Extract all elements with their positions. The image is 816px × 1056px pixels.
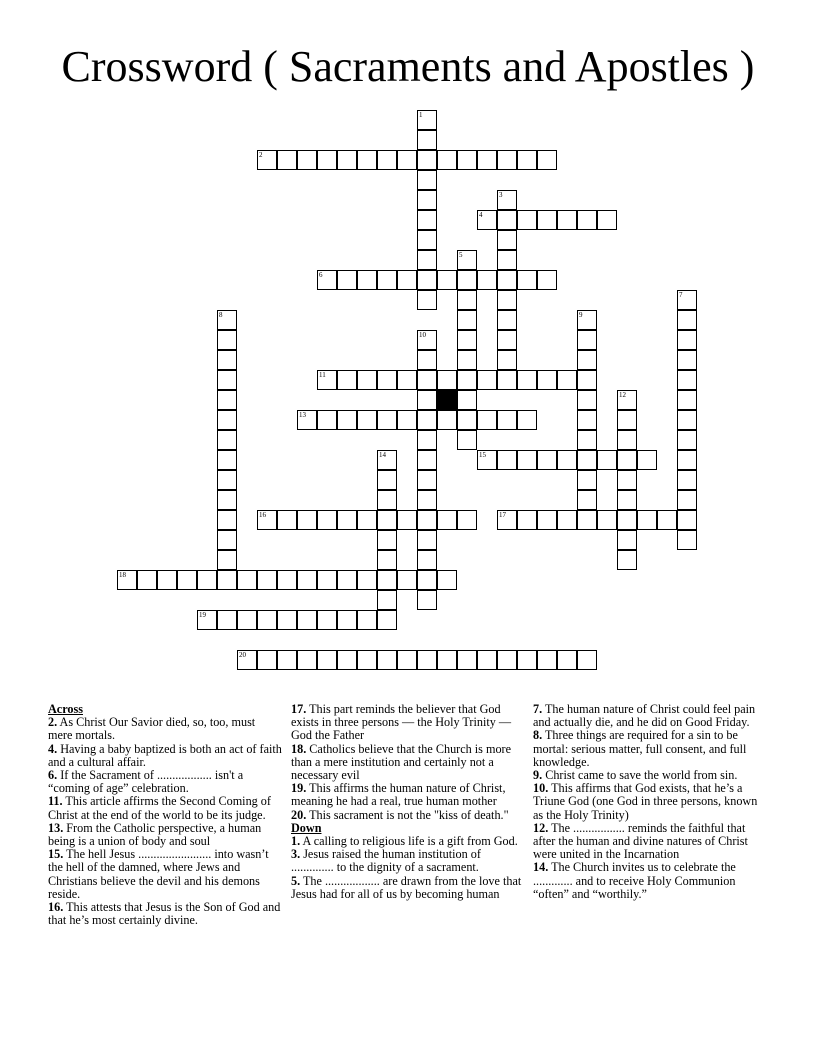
clue: [48, 743, 282, 769]
grid-cell[interactable]: [197, 570, 217, 590]
clue-text: The .................. are drawn from the love that Jesus had for all of us by becoming human: [291, 873, 522, 901]
grid-cell[interactable]: [517, 150, 537, 170]
grid-cell[interactable]: [257, 570, 277, 590]
clue-text: This part reminds the believer that God exists in three persons — the Holy Trinity — God the Father: [291, 702, 512, 743]
clue-number: 1.: [291, 834, 301, 849]
grid-cell[interactable]: [497, 410, 517, 430]
page-title: Crossword ( Sacraments and Apostles ): [61, 42, 755, 91]
grid-cell[interactable]: [237, 570, 257, 590]
clue: [533, 822, 767, 862]
grid-cell[interactable]: [597, 510, 617, 530]
grid-cell[interactable]: [617, 430, 637, 450]
grid-cell[interactable]: [417, 350, 437, 370]
clue-text: Christ came to save the world from sin.: [545, 768, 738, 783]
clue-text: If the Sacrament of .................. isn't a “coming of age” celebration.: [48, 768, 244, 796]
grid-cell[interactable]: [537, 370, 557, 390]
grid-cell[interactable]: [677, 510, 697, 530]
grid-cell[interactable]: [277, 650, 297, 670]
clue: [291, 875, 525, 901]
clue-number-label: 1: [419, 111, 423, 119]
grid-cell[interactable]: [437, 650, 457, 670]
clues-column-2: [291, 703, 525, 901]
clue-text: This affirms the human nature of Christ, meaning he had a real, true human mother: [291, 781, 506, 809]
grid-cell[interactable]: [497, 330, 517, 350]
grid-cell[interactable]: [537, 450, 557, 470]
grid-cell[interactable]: [617, 490, 637, 510]
grid-cell[interactable]: [497, 230, 517, 250]
clue-number-label: 14: [379, 451, 386, 459]
grid-cell[interactable]: [417, 250, 437, 270]
grid-cell[interactable]: [457, 650, 477, 670]
grid-cell[interactable]: [437, 270, 457, 290]
grid-cell[interactable]: [497, 210, 517, 230]
grid-cell[interactable]: [417, 650, 437, 670]
grid-cell[interactable]: [357, 370, 377, 390]
clue-number: 18.: [291, 741, 307, 756]
grid-cell[interactable]: [577, 390, 597, 410]
grid-cell[interactable]: [277, 610, 297, 630]
grid-cell[interactable]: [557, 210, 577, 230]
grid-cell[interactable]: [557, 650, 577, 670]
grid-cell[interactable]: [637, 450, 657, 470]
grid-cell[interactable]: [577, 410, 597, 430]
grid-cell[interactable]: [677, 430, 697, 450]
grid-cell[interactable]: [457, 310, 477, 330]
grid-cell[interactable]: [677, 350, 697, 370]
grid-cell[interactable]: [677, 310, 697, 330]
clue-number-label: 16: [259, 511, 266, 519]
grid-cell[interactable]: [577, 510, 597, 530]
grid-cell[interactable]: [377, 150, 397, 170]
grid-cell[interactable]: [397, 650, 417, 670]
grid-cell[interactable]: [397, 370, 417, 390]
grid-cell[interactable]: [377, 610, 397, 630]
grid-cell[interactable]: [417, 190, 437, 210]
clue-number: 7.: [533, 702, 543, 716]
clue-number: 15.: [48, 847, 64, 862]
clue-number-label: 2: [259, 151, 263, 159]
grid-cell[interactable]: [617, 530, 637, 550]
grid-cell[interactable]: [377, 590, 397, 610]
grid-cell[interactable]: [397, 510, 417, 530]
grid-cell[interactable]: [417, 450, 437, 470]
grid-cell[interactable]: [457, 510, 477, 530]
clue-number: 12.: [533, 820, 549, 835]
grid-cell[interactable]: [377, 370, 397, 390]
grid-cell[interactable]: [377, 550, 397, 570]
grid-cell[interactable]: [237, 610, 257, 630]
grid-cell[interactable]: [557, 450, 577, 470]
grid-cell[interactable]: [577, 330, 597, 350]
grid-cell[interactable]: [377, 650, 397, 670]
grid-cell[interactable]: [417, 390, 437, 410]
clue: [291, 703, 525, 743]
grid-cell[interactable]: [217, 610, 237, 630]
clue-text: This attests that Jesus is the Son of God and that he’s most certainly divine.: [48, 900, 281, 928]
grid-cell[interactable]: [477, 370, 497, 390]
clue-number-label: 20: [239, 651, 246, 659]
grid-cell[interactable]: [417, 210, 437, 230]
grid-cell[interactable]: [417, 410, 437, 430]
grid-cell[interactable]: [357, 410, 377, 430]
grid-cell[interactable]: [437, 370, 457, 390]
grid-cell[interactable]: [637, 510, 657, 530]
grid-cell[interactable]: [437, 410, 457, 430]
grid-cell[interactable]: [497, 350, 517, 370]
grid-cell[interactable]: [317, 410, 337, 430]
grid-cell[interactable]: [517, 270, 537, 290]
grid-cell[interactable]: [357, 150, 377, 170]
clue: [533, 782, 767, 822]
grid-cell[interactable]: [377, 510, 397, 530]
grid-cell[interactable]: [477, 410, 497, 430]
clue-number-label: 10: [419, 331, 426, 339]
clue-number-label: 3: [499, 191, 503, 199]
grid-cell[interactable]: [457, 150, 477, 170]
grid-cell[interactable]: [597, 210, 617, 230]
grid-cell[interactable]: [477, 650, 497, 670]
clue-number-label: 4: [479, 211, 483, 219]
grid-cell[interactable]: [577, 470, 597, 490]
grid-cell[interactable]: [437, 150, 457, 170]
clue-number-label: 15: [479, 451, 486, 459]
grid-cell[interactable]: [677, 530, 697, 550]
clue: [291, 782, 525, 808]
grid-cell[interactable]: [577, 350, 597, 370]
grid-cell[interactable]: [457, 330, 477, 350]
grid-cell[interactable]: [417, 150, 437, 170]
grid-cell[interactable]: [417, 510, 437, 530]
grid-cell[interactable]: [557, 370, 577, 390]
clue: [48, 822, 282, 848]
grid-cell[interactable]: [397, 410, 417, 430]
grid-cell[interactable]: [677, 330, 697, 350]
grid-cell[interactable]: [477, 150, 497, 170]
grid-cell[interactable]: [337, 270, 357, 290]
clue-number: 4.: [48, 741, 58, 756]
clue-text: Three things are required for a sin to be mortal: serious matter, full consent, and full knowledge.: [533, 728, 747, 769]
grid-cell[interactable]: [377, 570, 397, 590]
grid-cell[interactable]: [677, 490, 697, 510]
grid-cell[interactable]: [677, 450, 697, 470]
grid-cell[interactable]: [337, 570, 357, 590]
clue-number: 3.: [291, 847, 301, 862]
grid-cell[interactable]: [417, 530, 437, 550]
grid-cell[interactable]: [517, 450, 537, 470]
grid-cell[interactable]: [677, 410, 697, 430]
grid-cell[interactable]: [377, 270, 397, 290]
grid-cell[interactable]: [217, 450, 237, 470]
grid-cell[interactable]: [217, 330, 237, 350]
grid-cell[interactable]: [477, 270, 497, 290]
grid-cell[interactable]: [417, 570, 437, 590]
clue-number-label: 6: [319, 271, 323, 279]
grid-cell[interactable]: [417, 490, 437, 510]
grid-cell[interactable]: [537, 210, 557, 230]
grid-cell[interactable]: [417, 550, 437, 570]
grid-cell[interactable]: [417, 130, 437, 150]
across-heading: Across: [48, 702, 83, 716]
grid-cell[interactable]: [437, 510, 457, 530]
clue-number: 8.: [533, 728, 543, 743]
grid-cell[interactable]: [217, 510, 237, 530]
down-heading: Down: [291, 820, 322, 835]
grid-cell[interactable]: [337, 510, 357, 530]
grid-cell[interactable]: [577, 430, 597, 450]
grid-cell[interactable]: [337, 150, 357, 170]
grid-cell[interactable]: [617, 550, 637, 570]
grid-cell[interactable]: [217, 410, 237, 430]
clue-number: 2.: [48, 715, 58, 730]
grid-cell[interactable]: [497, 370, 517, 390]
grid-cell[interactable]: [657, 510, 677, 530]
clue-text: Catholics believe that the Church is more than a mere institution and certainly not a necessary evil: [291, 741, 511, 783]
clue-number-label: 11: [319, 371, 326, 379]
grid-cell[interactable]: [217, 470, 237, 490]
clue-number-label: 8: [219, 311, 223, 319]
grid-cell[interactable]: [317, 150, 337, 170]
grid-cell[interactable]: [317, 510, 337, 530]
grid-cell[interactable]: [537, 510, 557, 530]
clue: [48, 769, 282, 795]
grid-cell[interactable]: [417, 270, 437, 290]
grid-cell[interactable]: [577, 210, 597, 230]
grid-cell[interactable]: [297, 510, 317, 530]
grid-cell[interactable]: [497, 290, 517, 310]
grid-cell[interactable]: [337, 610, 357, 630]
grid-cell[interactable]: [377, 470, 397, 490]
grid-cell[interactable]: [397, 570, 417, 590]
grid-cell[interactable]: [417, 370, 437, 390]
clue-number: 14.: [533, 860, 549, 875]
grid-cell[interactable]: [517, 210, 537, 230]
grid-cell[interactable]: [257, 650, 277, 670]
grid-cell[interactable]: [417, 170, 437, 190]
grid-cell[interactable]: [317, 650, 337, 670]
grid-cell[interactable]: [417, 230, 437, 250]
grid-cell[interactable]: [617, 470, 637, 490]
grid-cell[interactable]: [417, 590, 437, 610]
grid-cell[interactable]: [397, 270, 417, 290]
clue-number-label: 17: [499, 511, 506, 519]
grid-cell[interactable]: [517, 370, 537, 390]
grid-cell[interactable]: [217, 430, 237, 450]
grid-cell[interactable]: [317, 570, 337, 590]
grid-cell[interactable]: [537, 270, 557, 290]
clue-text: From the Catholic perspective, a human being is a union of body and soul: [48, 820, 262, 849]
grid-cell[interactable]: [217, 550, 237, 570]
grid-cell[interactable]: [577, 450, 597, 470]
clue: [48, 795, 282, 821]
grid-cell[interactable]: [457, 350, 477, 370]
grid-cell[interactable]: [297, 150, 317, 170]
clues-column-3: [533, 703, 767, 901]
clue-number: 9.: [533, 768, 543, 783]
grid-cell[interactable]: [537, 650, 557, 670]
grid-cell[interactable]: [577, 650, 597, 670]
grid-cell[interactable]: [377, 530, 397, 550]
grid-cell[interactable]: [677, 370, 697, 390]
clue-number-label: 19: [199, 611, 206, 619]
grid-cell[interactable]: [457, 390, 477, 410]
clue-number-label: 13: [299, 411, 306, 419]
grid-cell[interactable]: [537, 150, 557, 170]
clue: [291, 848, 525, 874]
grid-cell[interactable]: [217, 390, 237, 410]
grid-cell[interactable]: [357, 510, 377, 530]
grid-cell[interactable]: [677, 470, 697, 490]
clue: [48, 901, 282, 927]
clue: [533, 729, 767, 769]
grid-cell[interactable]: [297, 650, 317, 670]
grid-cell[interactable]: [217, 570, 237, 590]
clue-number: 16.: [48, 900, 64, 915]
grid-cell[interactable]: [277, 510, 297, 530]
grid-cell[interactable]: [277, 150, 297, 170]
clue-number: 5.: [291, 873, 301, 888]
clue-number-label: 12: [619, 391, 626, 399]
clue-text: As Christ Our Savior died, so, too, must mere mortals.: [48, 715, 256, 743]
grid-cell[interactable]: [297, 570, 317, 590]
grid-cell[interactable]: [137, 570, 157, 590]
grid-cell[interactable]: [457, 430, 477, 450]
grid-cell[interactable]: [397, 150, 417, 170]
grid-cell[interactable]: [677, 390, 697, 410]
clue: [533, 861, 767, 901]
clue: [48, 716, 282, 742]
clue: [533, 703, 767, 729]
grid-cell[interactable]: [417, 290, 437, 310]
clue-text: This affirms that God exists, that he’s a Triune God (one God in three persons, known as the Holy Trinity): [533, 781, 758, 822]
grid-cell[interactable]: [577, 490, 597, 510]
clue-text: Having a baby baptized is both an act of faith and a cultural affair.: [48, 741, 282, 769]
grid-cell[interactable]: [277, 570, 297, 590]
grid-cell[interactable]: [357, 650, 377, 670]
grid-cell[interactable]: [337, 650, 357, 670]
grid-cell[interactable]: [357, 610, 377, 630]
clue-number: 17.: [291, 702, 307, 716]
clue-text: This article affirms the Second Coming of Christ at the end of the world to be its judge.: [48, 794, 271, 822]
clue-text: The ................. reminds the faithful that after the human and divine natures of Christ were united in the Incarnation: [533, 820, 748, 862]
grid-cell[interactable]: [357, 570, 377, 590]
grid-cell[interactable]: [377, 490, 397, 510]
grid-cell[interactable]: [497, 450, 517, 470]
grid-cell[interactable]: [617, 410, 637, 430]
grid-cell[interactable]: [337, 370, 357, 390]
grid-cell[interactable]: [297, 610, 317, 630]
grid-cell[interactable]: [597, 450, 617, 470]
clue-number: 10.: [533, 781, 549, 796]
grid-cell[interactable]: [217, 350, 237, 370]
clue-text: This sacrament is not the "kiss of death.": [309, 807, 509, 822]
clue-number: 6.: [48, 768, 58, 783]
grid-cell[interactable]: [497, 310, 517, 330]
clue: [291, 743, 525, 783]
clue: [291, 809, 525, 822]
grid-cell[interactable]: [517, 650, 537, 670]
grid-cell[interactable]: [217, 490, 237, 510]
grid-cell[interactable]: [217, 530, 237, 550]
clue-text: The human nature of Christ could feel pain and actually die, and he did on Good Friday.: [533, 702, 756, 730]
clue-number-label: 5: [459, 251, 463, 259]
grid-cell[interactable]: [577, 370, 597, 390]
grid-cell[interactable]: [517, 410, 537, 430]
grid-cell[interactable]: [457, 370, 477, 390]
grid-cell[interactable]: [457, 270, 477, 290]
grid-cell[interactable]: [457, 290, 477, 310]
clue-number-label: 9: [579, 311, 583, 319]
clue-number-label: 18: [119, 571, 126, 579]
grid-cell[interactable]: [517, 510, 537, 530]
grid-cell[interactable]: [497, 150, 517, 170]
clue-text: The hell Jesus ........................ into wasn’t the hell of the damned, where Jews and Christians believe the devil and his demons reside.: [48, 847, 269, 901]
clue-number-label: 7: [679, 291, 683, 299]
grid-cell[interactable]: [417, 470, 437, 490]
clues-column-1: [48, 703, 282, 927]
clue-text: The Church invites us to celebrate the ............. and to receive Holy Communion “often” and “worthily.”: [533, 860, 736, 901]
grid-cell[interactable]: [457, 410, 477, 430]
clue-number: 13.: [48, 820, 64, 835]
grid-block-cell: [437, 390, 457, 410]
clue-number: 19.: [291, 781, 307, 796]
grid-cell[interactable]: [157, 570, 177, 590]
clue-text: Jesus raised the human institution of .............. to the dignity of a sacrament.: [291, 847, 481, 875]
grid-cell[interactable]: [337, 410, 357, 430]
clue-text: A calling to religious life is a gift from God.: [302, 834, 518, 849]
grid-cell[interactable]: [357, 270, 377, 290]
grid-cell[interactable]: [257, 610, 277, 630]
grid-cell[interactable]: [437, 570, 457, 590]
grid-cell[interactable]: [377, 410, 397, 430]
clue-number: 20.: [291, 807, 307, 822]
clue: [48, 848, 282, 901]
clue-number: 11.: [48, 794, 63, 809]
grid-cell[interactable]: [617, 510, 637, 530]
grid-cell[interactable]: [217, 370, 237, 390]
grid-cell[interactable]: [317, 610, 337, 630]
grid-cell[interactable]: [497, 650, 517, 670]
grid-cell[interactable]: [417, 430, 437, 450]
grid-cell[interactable]: [497, 270, 517, 290]
grid-cell[interactable]: [177, 570, 197, 590]
grid-cell[interactable]: [617, 450, 637, 470]
grid-cell[interactable]: [497, 250, 517, 270]
grid-cell[interactable]: [557, 510, 577, 530]
